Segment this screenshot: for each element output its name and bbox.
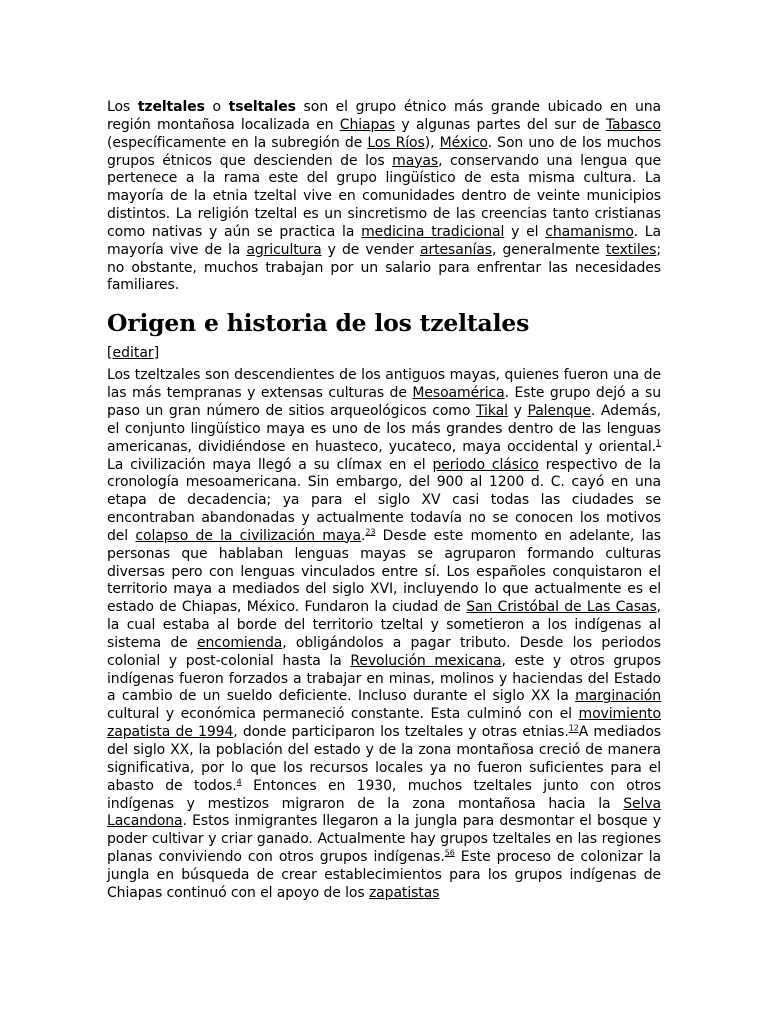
reference-link[interactable]: 12 bbox=[568, 723, 579, 733]
text-run: , conservando una lengua que pertenece a la rama este del grupo lingüístico de esta misma cultura. La mayoría de la etnia tzeltal vive en comunidades dentro de veinte municipios distintos. La religión tzeltal es un sincretismo de las creencias tanto cristianas como nativas y aún se practica la bbox=[107, 152, 661, 240]
text-run: y algunas partes del sur de bbox=[394, 116, 606, 133]
reference-link[interactable]: 4 bbox=[236, 777, 242, 787]
article-link[interactable]: Revolución mexicana bbox=[350, 652, 502, 669]
article-link[interactable]: Selva Lacandona bbox=[107, 795, 661, 830]
history-paragraph bbox=[107, 367, 661, 902]
text-run: , este y otros grupos indígenas fueron forzados a trabajar en minas, molinos y haciendas del Estado a cambio de un sueldo deficiente. Incluso durante el siglo XX la bbox=[107, 652, 662, 705]
article-link[interactable]: México bbox=[439, 134, 488, 151]
article-link[interactable]: zapatistas bbox=[368, 884, 440, 901]
text-run: , donde participaron los tzeltales y otras etnias. bbox=[233, 724, 569, 741]
article-link[interactable]: Tikal bbox=[476, 402, 508, 419]
text-run: Los bbox=[107, 99, 138, 115]
article-link[interactable]: Palenque bbox=[527, 402, 591, 419]
text-run: cultural y económica permaneció constante. Esta culminó con el bbox=[107, 706, 579, 723]
article-link[interactable]: textiles bbox=[605, 241, 657, 258]
article-link[interactable]: movimiento zapatista de 1994 bbox=[107, 706, 661, 741]
text-run: , obligándolos a pagar tributo. Desde los periodos colonial y post-colonial hasta la bbox=[107, 634, 661, 669]
text-run: y el bbox=[504, 223, 546, 240]
edit-section: [editar] bbox=[107, 345, 160, 362]
article-link[interactable]: agricultura bbox=[246, 241, 322, 258]
article-content bbox=[107, 99, 661, 903]
text-run: ), bbox=[424, 134, 440, 151]
article-link[interactable]: colapso de la civilización maya bbox=[135, 527, 361, 544]
article-link[interactable]: Mesoamérica bbox=[412, 385, 505, 402]
text-run: A mediados del siglo XX, la población del estado y de la zona montañosa creció de manera significativa, por lo que los recursos locales ya no fueron suficientes para el abasto de todos. bbox=[107, 724, 661, 794]
article-link[interactable]: artesanías bbox=[420, 241, 492, 258]
text-run: . Además, el conjunto lingüístico maya es uno de los más grandes dentro de las lenguas americanas, dividiéndose en huasteco, yucateco, maya occidental y oriental. bbox=[107, 402, 661, 455]
text-run: , la cual estaba al borde del territorio tzeltal y sometieron a los indígenas al sistema de bbox=[107, 599, 662, 651]
text-run: (específicamente en la subregión de bbox=[107, 134, 368, 151]
article-link[interactable]: medicina tradicional bbox=[361, 223, 505, 240]
bold-term: tzeltales bbox=[137, 99, 205, 115]
reference-link[interactable]: 56 bbox=[444, 848, 455, 858]
text-run: ; no obstante, muchos trabajan por un salario para enfrentar las necesidades familiares. bbox=[107, 241, 661, 294]
text-run: son el grupo étnico más grande ubicado en una región montañosa localizada en bbox=[107, 99, 661, 133]
reference-link[interactable]: 1 bbox=[656, 438, 661, 447]
text-run: . La mayoría vive de la bbox=[107, 223, 661, 258]
text-run: Entonces en 1930, muchos tzeltales junto con otros indígenas y mestizos migraron de la zona montañosa hacia la bbox=[107, 777, 661, 812]
article-link[interactable]: marginación bbox=[575, 688, 661, 705]
bold-term: tseltales bbox=[228, 99, 296, 115]
article-link[interactable]: Chiapas bbox=[339, 116, 395, 133]
text-run: , generalmente bbox=[491, 241, 606, 258]
text-run: . bbox=[360, 527, 366, 544]
article-link[interactable]: mayas bbox=[392, 152, 439, 169]
article-link[interactable]: chamanismo bbox=[545, 223, 634, 240]
text-run: . Este grupo dejó a su paso un gran número de sitios arqueológicos como bbox=[107, 385, 661, 419]
article-link[interactable]: San Cristóbal de Las Casas bbox=[466, 599, 657, 616]
intro-paragraph bbox=[107, 99, 661, 295]
text-run: y de vender bbox=[321, 241, 420, 258]
text-run: y bbox=[507, 402, 528, 419]
text-run: . Estos inmigrantes llegaron a la jungla para desmontar el bosque y poder cultivar y criar ganado. Actualmente hay grupos tzeltales en las regiones planas conviviendo con otros grupos indígenas. bbox=[107, 813, 661, 866]
edit-link[interactable]: editar bbox=[112, 345, 154, 362]
text-run: . Son uno de los muchos grupos étnicos que descienden de los bbox=[107, 134, 662, 169]
text-run: Los tzeltzales son descendientes de los antiguos mayas, quienes fueron una de las más tempranas y extensas culturas de bbox=[107, 367, 661, 402]
text-run: Este proceso de colonizar la jungla en búsqueda de crear establecimientos para los grupos indígenas de Chiapas continuó con el apoyo de los bbox=[107, 849, 661, 901]
text-run: o bbox=[204, 99, 229, 115]
article-link[interactable]: Los Ríos bbox=[367, 134, 425, 151]
article-link[interactable]: periodo clásico bbox=[432, 456, 539, 473]
reference-link[interactable]: 23 bbox=[365, 527, 376, 537]
text-run: respectivo de la cronología mesoamericana. Sin embargo, del 900 al 1200 d. C. cayó en una etapa de decadencia; ya para el siglo XV casi todas las ciudades se encontraban abandonadas y actualmente todavía no se conocen los motivos del bbox=[107, 456, 661, 544]
article-link[interactable]: Tabasco bbox=[605, 116, 661, 133]
text-run: La civilización maya llegó a su clímax en el bbox=[107, 456, 433, 473]
article-link[interactable]: encomienda bbox=[196, 634, 283, 651]
section-heading: Origen e historia de los tzeltales bbox=[107, 309, 530, 338]
text-run: Desde este momento en adelante, las personas que hablaban lenguas mayas se agruparon formando culturas diversas pero con lenguas vinculados entre sí. Los españoles conquistaron el territorio maya a mediados del siglo XVI, incluyendo lo que actualmente es el estado de Chiapas, México. Fundaron la ciudad de bbox=[107, 527, 661, 616]
